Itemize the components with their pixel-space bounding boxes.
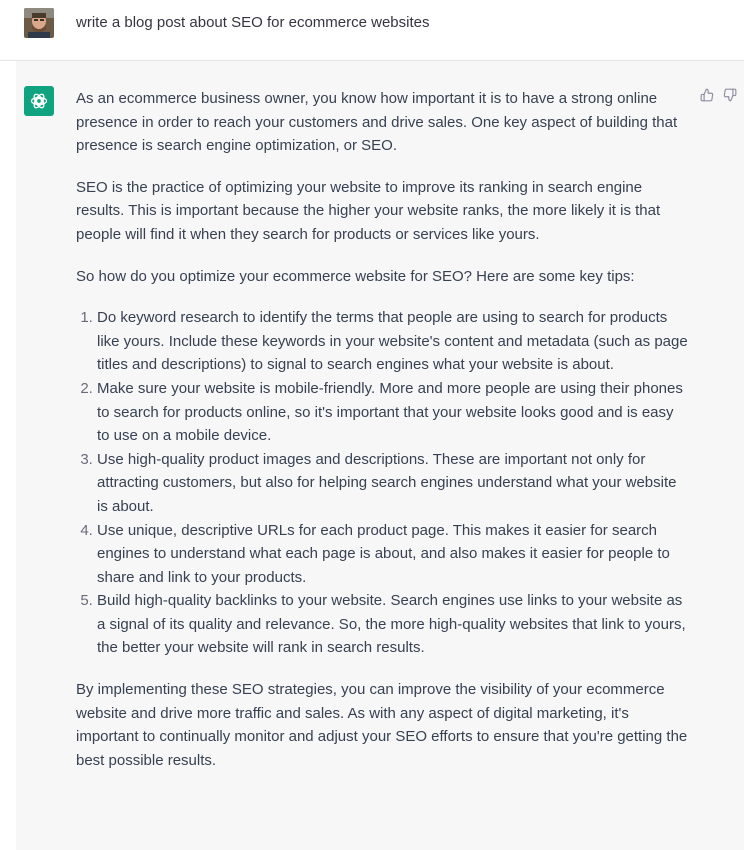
tip-item: 3. Use high-quality product images and descriptions. These are important not only for attracting customers, but also for helping search engines understand what your website is about. bbox=[97, 448, 688, 519]
answer-conclusion: By implementing these SEO strategies, you can improve the visibility of your ecommerce website and drive more traffic and sales. As with any aspect of digital marketing, it's important to continually monitor and adjust your SEO efforts to ensure that you're getting the best possible results. bbox=[76, 681, 688, 769]
assistant-answer bbox=[76, 87, 688, 790]
openai-logo-icon bbox=[24, 86, 54, 116]
thumbs-down-icon[interactable] bbox=[723, 88, 737, 102]
thumbs-up-icon[interactable] bbox=[700, 88, 714, 102]
user-avatar bbox=[24, 8, 54, 38]
feedback-buttons bbox=[700, 88, 737, 102]
tip-item: 2. Make sure your website is mobile-friendly. More and more people are using their phones to search for products online, so it's important that your website looks good and is easy to use on a mobile device. bbox=[97, 377, 688, 448]
tips-list bbox=[76, 306, 688, 660]
user-prompt-text: write a blog post about SEO for ecommerce websites bbox=[76, 14, 430, 31]
answer-paragraph: SEO is the practice of optimizing your website to improve its ranking in search engine results. This is important because the higher your website ranks, the more likely it is that people will find it when they search for products or services like yours. bbox=[76, 178, 661, 243]
answer-paragraph: As an ecommerce business owner, you know how important it is to have a strong online presence in order to reach your customers and drive sales. One key aspect of building that presence is search engine optimization, or SEO. bbox=[76, 90, 678, 155]
tip-item: 1. Do keyword research to identify the terms that people are using to search for products like yours. Include these keywords in your website's content and metadata (such as page titles and descriptions) to signal to search engines what your website is about. bbox=[97, 306, 688, 377]
user-avatar-photo bbox=[24, 8, 54, 38]
tip-item: 5. Build high-quality backlinks to your website. Search engines use links to your website as a signal of its quality and relevance. So, the more high-quality websites that link to yours, the better your website will rank in search results. bbox=[97, 589, 688, 660]
tip-item: 4. Use unique, descriptive URLs for each product page. This makes it easier for search engines to understand what each page is about, and also makes it easier for people to share and link to your products. bbox=[97, 519, 688, 590]
user-message-row bbox=[0, 0, 744, 61]
answer-paragraph: So how do you optimize your ecommerce website for SEO? Here are some key tips: bbox=[76, 267, 635, 285]
